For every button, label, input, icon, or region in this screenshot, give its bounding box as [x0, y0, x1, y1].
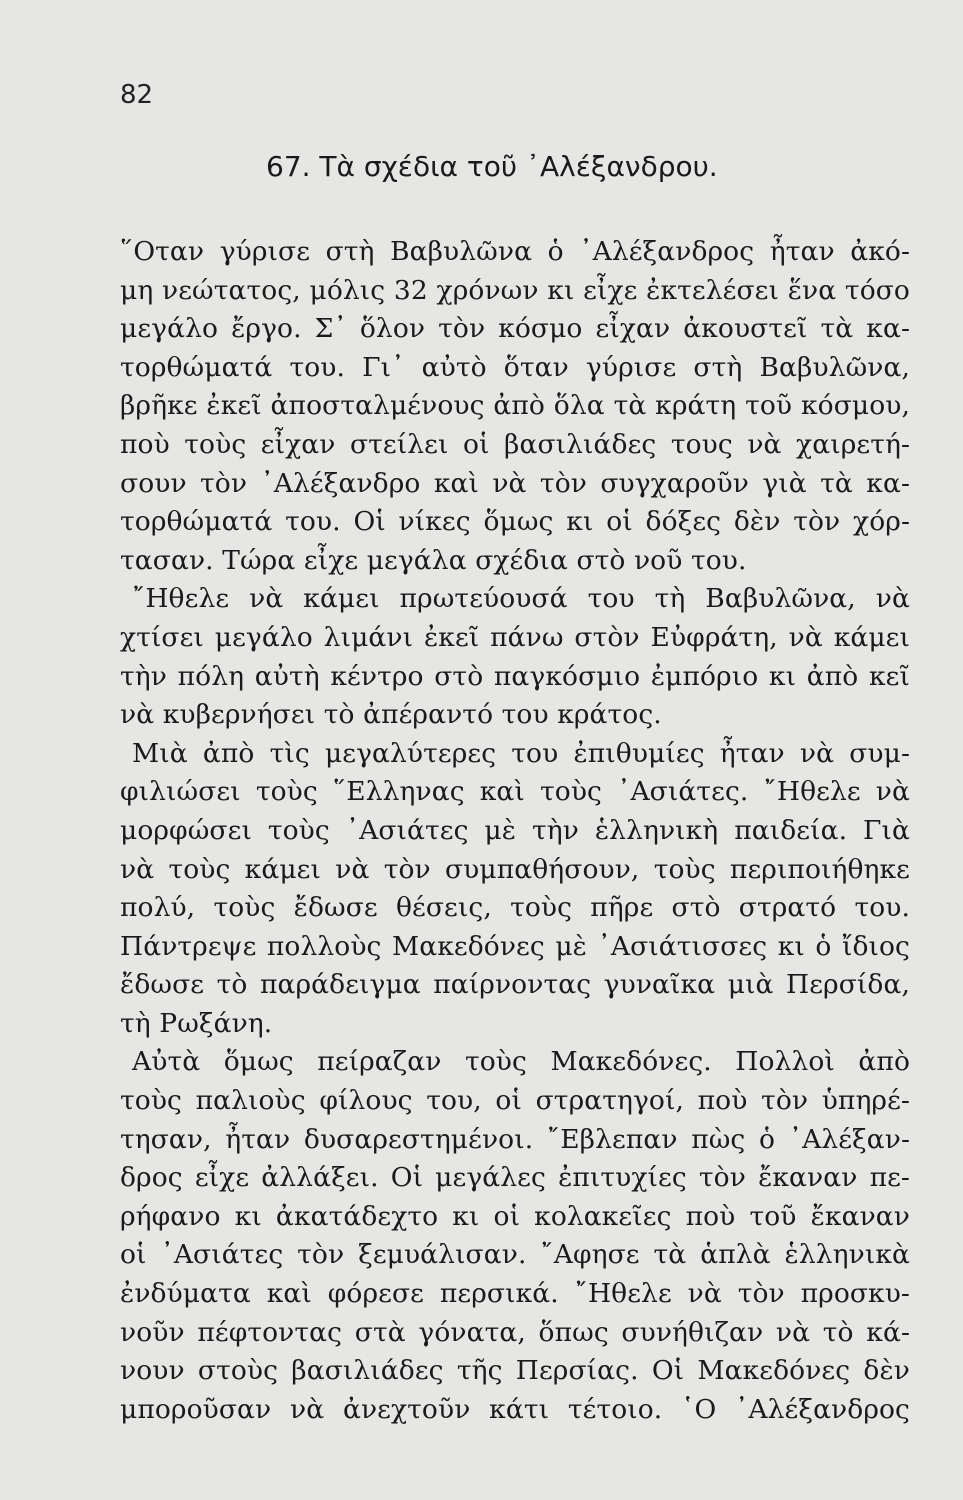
text-line: ῎Ηθελε νὰ κάμει πρωτεύουσά του τὴ Βαβυλῶνα, νὰ — [132, 583, 910, 615]
text-line: ῞Οταν γύρισε στὴ Βαβυλῶνα ὁ ᾿Αλέξανδρος ἦταν ἀκό- — [120, 236, 910, 267]
chapter-title: 67. Τὰ σχέδια τοῦ ᾿Αλέξανδρου. — [266, 150, 718, 183]
text-line: ρήφανο κι ἀκατάδεχτο κι οἱ κολακεῖες ποὺ τοῦ ἔκαναν — [120, 1200, 910, 1232]
text-line: οἱ ᾿Ασιάτες τὸν ξεμυάλισαν. ῎Αφησε τὰ ἁπλὰ ἑλληνικὰ — [120, 1239, 910, 1271]
text-line: ποὺ τοὺς εἶχαν στείλει οἱ βασιλιάδες τους νὰ χαιρετή- — [120, 428, 910, 460]
text-line: τησαν, ἦταν δυσαρεστημένοι. ῎Εβλεπαν πὼς ὁ ᾿Αλέξαν- — [120, 1123, 910, 1155]
text-line: Αὐτὰ ὅμως πείραζαν τοὺς Μακεδόνες. Πολλοὶ ἀπὸ — [132, 1046, 910, 1078]
text-line: τοὺς παλιοὺς φίλους του, οἱ στρατηγοί, ποὺ τὸν ὑπηρέ- — [120, 1085, 910, 1117]
text-line: πολύ, τοὺς ἔδωσε θέσεις, τοὺς πῆρε στὸ στρατό του. — [120, 892, 910, 924]
text-line: χτίσει μεγάλο λιμάνι ἐκεῖ πάνω στὸν Εὐφράτη, νὰ κάμει — [120, 621, 910, 653]
text-line: τὴν πόλη αὐτὴ κέντρο στὸ παγκόσμιο ἐμπόριο κι ἀπὸ κεῖ — [120, 660, 910, 692]
text-line: μη νεώτατος, μόλις 32 χρόνων κι εἶχε ἐκτελέσει ἕνα τόσο — [120, 274, 910, 306]
text-line: νουν στοὺς βασιλιάδες τῆς Περσίας. Οἱ Μακεδόνες δὲν — [120, 1355, 910, 1387]
text-line: νοῦν πέφτοντας στὰ γόνατα, ὅπως συνήθιζαν νὰ τὸ κά- — [120, 1316, 910, 1348]
text-line: ἐνδύματα καὶ φόρεσε περσικά. ῎Ηθελε νὰ τὸν προσκυ- — [120, 1278, 910, 1310]
page-number: 82 — [120, 80, 154, 110]
text-line: φιλιώσει τοὺς ῞Ελληνας καὶ τοὺς ᾿Ασιάτες. ῎Ηθελε νὰ — [120, 776, 910, 808]
text-line: τορθώματά του. Οἱ νίκες ὅμως κι οἱ δόξες δὲν τὸν χόρ- — [120, 506, 910, 538]
text-line: τασαν. Τώρα εἶχε μεγάλα σχέδια στὸ νοῦ του. — [120, 544, 747, 576]
text-line: μποροῦσαν νὰ ἀνεχτοῦν κάτι τέτοιο. ῾Ο ᾿Αλέξανδρος — [120, 1393, 910, 1425]
text-line: δρος εἶχε ἀλλάξει. Οἱ μεγάλες ἐπιτυχίες τὸν ἔκαναν πε- — [120, 1162, 910, 1194]
text-line: βρῆκε ἐκεῖ ἀποσταλμένους ἀπὸ ὅλα τὰ κράτη τοῦ κόσμου, — [120, 390, 910, 422]
text-line: μεγάλο ἔργο. Σ᾿ ὅλον τὸν κόσμο εἶχαν ἀκουστεῖ τὰ κα- — [120, 313, 910, 345]
text-line: μορφώσει τοὺς ᾿Ασιάτες μὲ τὴν ἑλληνικὴ παιδεία. Γιὰ — [120, 814, 910, 846]
text-line: νὰ κυβερνήσει τὸ ἀπέραντό του κράτος. — [120, 699, 662, 731]
text-line: ἔδωσε τὸ παράδειγμα παίρνοντας γυναῖκα μιὰ Περσίδα, — [120, 969, 910, 1001]
text-line: νὰ τοὺς κάμει νὰ τὸν συμπαθήσουν, τοὺς περιποιήθηκε — [120, 853, 910, 885]
text-line: τορθώματά του. Γι᾿ αὐτὸ ὅταν γύρισε στὴ Βαβυλῶνα, — [120, 351, 910, 383]
body-text — [120, 233, 910, 1429]
text-line: σουν τὸν ᾿Αλέξανδρο καὶ νὰ τὸν συγχαροῦν γιὰ τὰ κα- — [120, 467, 910, 499]
text-line: Μιὰ ἀπὸ τὶς μεγαλύτερες του ἐπιθυμίες ἦταν νὰ συμ- — [132, 737, 910, 769]
text-line: Πάντρεψε πολλοὺς Μακεδόνες μὲ ᾿Ασιάτισσες κι ὁ ἴδιος — [120, 930, 910, 962]
text-line: τὴ Ρωξάνη. — [120, 1007, 273, 1039]
